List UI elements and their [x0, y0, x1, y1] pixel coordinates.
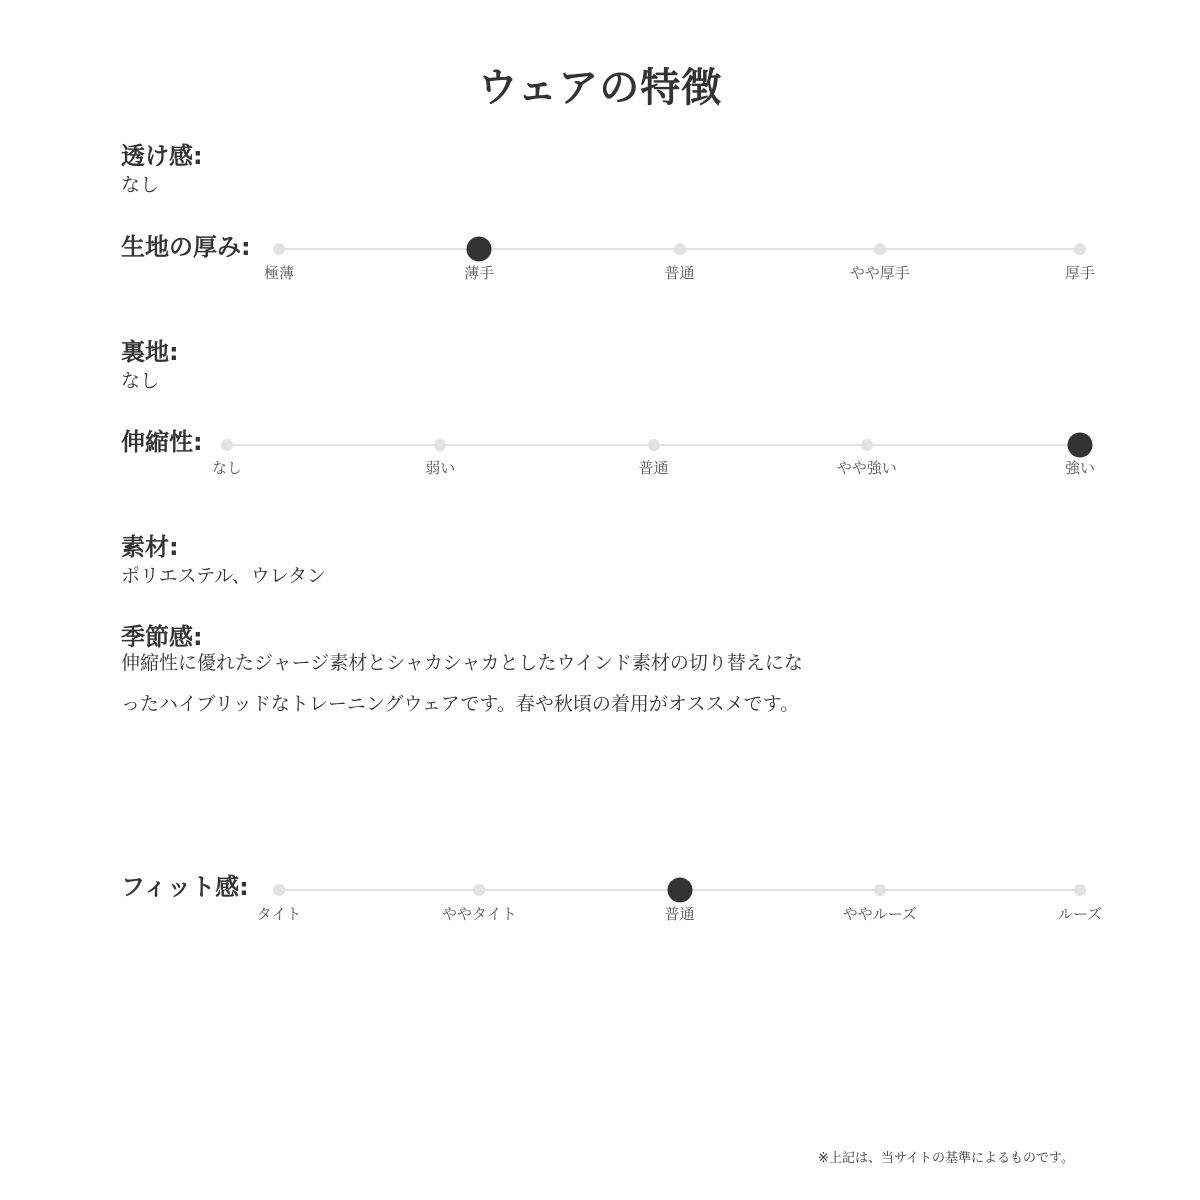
- fit-option-label: ややタイト: [441, 905, 517, 923]
- stretch-track: [227, 444, 1080, 446]
- stretch-option-label: やや強い: [836, 459, 897, 477]
- fit-track: [279, 889, 1080, 891]
- thickness-option-label: 普通: [664, 264, 695, 282]
- stretch-selected-marker: [1068, 433, 1093, 458]
- stretch-option-label: なし: [211, 459, 243, 477]
- stretch-tick: [221, 439, 233, 451]
- sheer-value: なし: [121, 174, 160, 196]
- stretch-tick: [434, 439, 446, 451]
- lining-value: なし: [121, 370, 160, 392]
- thickness-option-label: 厚手: [1064, 264, 1096, 282]
- thickness-track: [279, 248, 1080, 250]
- lining-label: 裏地:: [121, 338, 179, 366]
- stretch-option-label: 強い: [1064, 459, 1096, 477]
- stretch-tick: [861, 439, 873, 451]
- thickness-tick: [273, 243, 285, 255]
- thickness-tick: [674, 243, 686, 255]
- stretch-option-label: 弱い: [425, 459, 456, 477]
- stretch-label: 伸縮性:: [121, 428, 203, 456]
- season-label: 季節感:: [121, 623, 203, 651]
- fit-option-label: 普通: [664, 905, 695, 923]
- thickness-selected-marker: [467, 237, 492, 262]
- season-description: [121, 643, 881, 725]
- fit-option-label: ややルーズ: [842, 905, 917, 923]
- fit-option-label: タイト: [256, 905, 302, 923]
- material-label: 素材:: [121, 533, 179, 561]
- fit-tick: [273, 884, 285, 896]
- fit-selected-marker: [667, 878, 692, 903]
- thickness-label: 生地の厚み:: [121, 233, 251, 261]
- material-value: ポリエステル、ウレタン: [121, 565, 327, 587]
- footnote: ※上記は、当サイトの基準によるものです。: [818, 1151, 1074, 1166]
- thickness-option-label: 極薄: [263, 264, 295, 282]
- sheer-label: 透け感:: [121, 142, 203, 170]
- thickness-option-label: 薄手: [464, 264, 495, 282]
- stretch-option-label: 普通: [638, 459, 669, 477]
- page-title: ウェアの特徴: [477, 65, 723, 111]
- season-line-2: ったハイブリッドなトレーニングウェアです。春や秋頃の着用がオススメです。: [121, 693, 800, 715]
- fit-tick: [874, 884, 886, 896]
- thickness-tick: [1074, 243, 1086, 255]
- season-line-1: 伸縮性に優れたジャージ素材とシャカシャカとしたウインド素材の切り替えにな: [121, 652, 803, 674]
- fit-tick: [473, 884, 485, 896]
- fit-tick: [1074, 884, 1086, 896]
- thickness-tick: [874, 243, 886, 255]
- thickness-option-label: やや厚手: [849, 264, 910, 282]
- stretch-tick: [648, 439, 660, 451]
- fit-label: フィット感:: [121, 873, 249, 901]
- fit-option-label: ルーズ: [1057, 905, 1103, 923]
